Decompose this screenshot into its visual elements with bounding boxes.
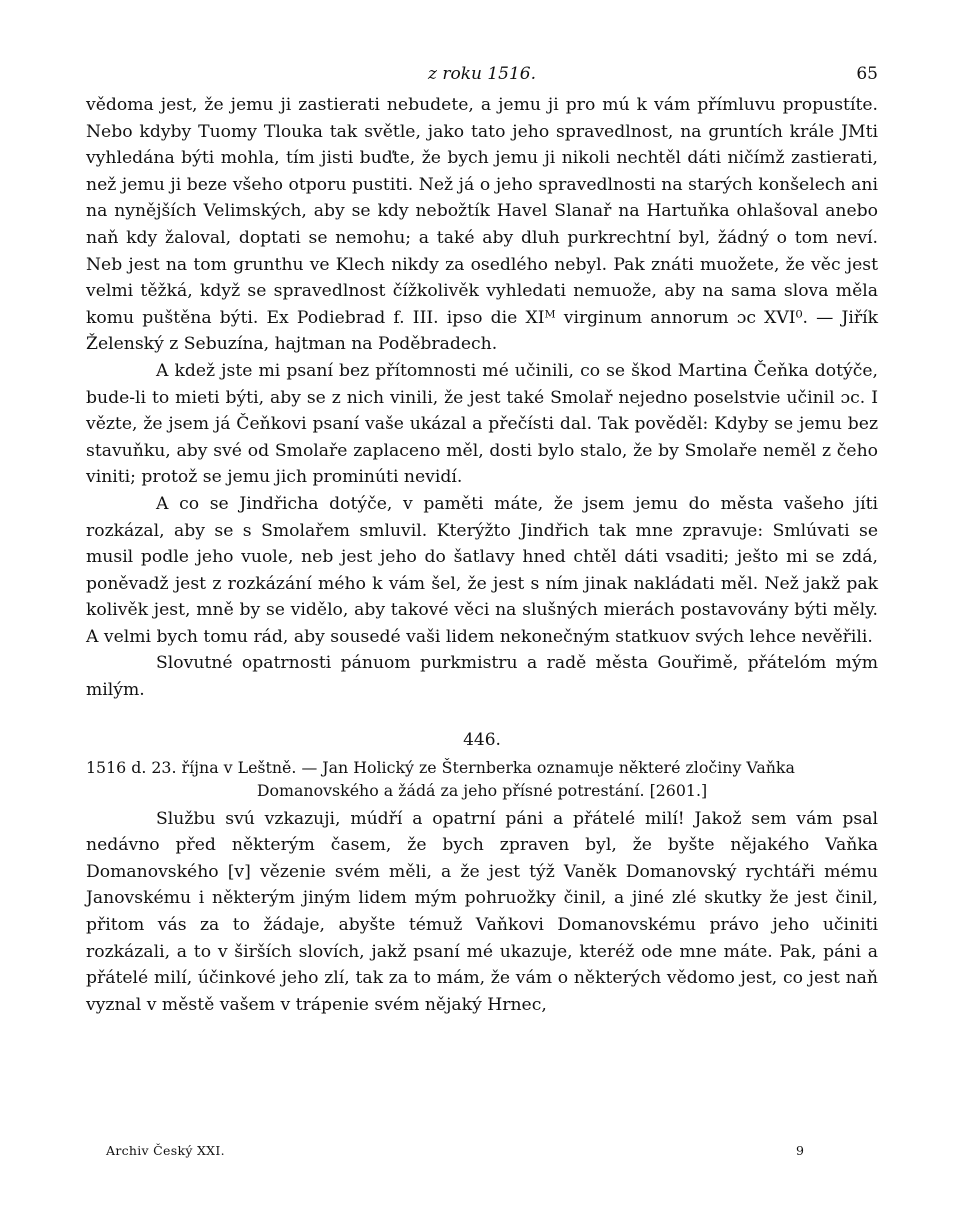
page-content: [86, 58, 878, 1018]
running-header: [86, 58, 878, 92]
running-title: z roku 1516.: [427, 64, 537, 84]
page-footer: [106, 1143, 878, 1163]
document-regest: [86, 756, 878, 802]
paragraph-damages: A kdež jste mi psaní bez přítomnosti mé učinili, co se škod Martina Čeňka dotýče, bude-li to mieti býti, aby se z nich vinili, že jest také Smolař nejedno poselstvie učinil ɔc. I vězte, že jsem já Čeňkovi psaní vaše ukázal a přečísti dal. Tak pověděl: Kdyby se jemu bez stavuňku, aby své od Smolaře zaplaceno měl, dosti bylo stalo, že by Smolaře neměl z čeho viniti; protož se jemu jich prominúti nevidí.: [86, 360, 878, 488]
paragraph-continued: vědoma jest, že jemu ji zastierati nebudete, a jemu ji pro mú k vám přímluvu propustíte. Nebo kdyby Tuomy Tlouka tak světle, jako tato jeho spravedlnost, na gruntích krále JMti vyhledána býti mohla, tím jisti buďte, že bych jemu ji nikoli nechtěl dáti ničímž zastierati, než jemu ji beze všeho otporu pustiti. Než já o jeho spravedlnosti na starých konšelech ani na nynějších Velimských, aby se kdy nebožtík Havel Slanař na Hartuňka ohlašoval anebo naň kdy žaloval, doptati se nemohu; a také aby dluh purkrechtní byl, žádný o tom neví. Neb jest na tom grunthu ve Klech nikdy za osedlého nebyl. Pak znáti muožete, že věc jest velmi těžká, když se spravedlnost čížkolivěk vyhledati nemuože, aby na sama slova měla komu puštěna býti. Ex Podiebrad f. III. ipso die XIᴹ virginum annorum ɔc XVI⁰. — Jiřík Želenský z Sebuzína, hajtman na Poděbradech.: [86, 95, 878, 355]
regest-line-1: 1516 d. 23. října v Leštně. — Jan Holický ze Šternberka oznamuje některé zločiny Vaňka: [86, 757, 795, 777]
signature-mark: Archiv Český XXI.: [106, 1143, 225, 1158]
document-body: Službu svú vzkazuji, múdří a opatrní páni a přátelé milí! Jakož sem vám psal nedávno před některým časem, že bych zpraven byl, že byšte nějakého Vaňka Domanovského [v] vězenie svém měli, a že jest týž Vaněk Domanovský rychtáři mému Janovskému i některým jiným lidem mým pohruožky činil, a jiné zlé skutky že jest činil, přitom vás za to žádaje, abyšte témuž Vaňkovi Domanovskému právo jeho učiniti rozkázali, a to v širších slovích, jakž psaní mé ukazuje, kteréž ode mne máte. Pak, páni a přátelé milí, účinkové jeho zlí, tak za to mám, že vám o některých vědomo jest, co jest naň vyznal v městě vašem v trápenie svém nějaký Hrnec,: [86, 808, 878, 1015]
paragraph-jindrich: A co se Jindřicha dotýče, v paměti máte, že jsem jemu do města vašeho jíti rozkázal, aby se s Smolařem smluvil. Kterýžto Jindřich tak mne zpravuje: Smlúvati se musil podle jeho vuole, neb jest jeho do šatlavy hned chtěl dáti vsaditi; ješto mi se zdá, poněvadž jest z rozkázání mého k vám šel, že jest s ním jinak nakládati měl. Než jakž pak kolivěk jest, mně by se vidělo, aby takové věci na slušných mierách postavovány býti měly. A velmi bych tomu rád, aby sousedé vaši lidem nekonečným statkuov svých lehce nevěřili.: [86, 493, 878, 647]
document-number: 446.: [463, 729, 501, 750]
page-number: 65: [856, 64, 878, 84]
signature-number: 9: [796, 1143, 804, 1158]
letter-address: Slovutné opatrnosti pánuom purkmistru a radě města Gouřimě, přátelóm mým milým.: [86, 653, 878, 701]
regest-line-2: Domanovského a žádá za jeho přísné potrestání. [2601.]: [256, 780, 708, 800]
